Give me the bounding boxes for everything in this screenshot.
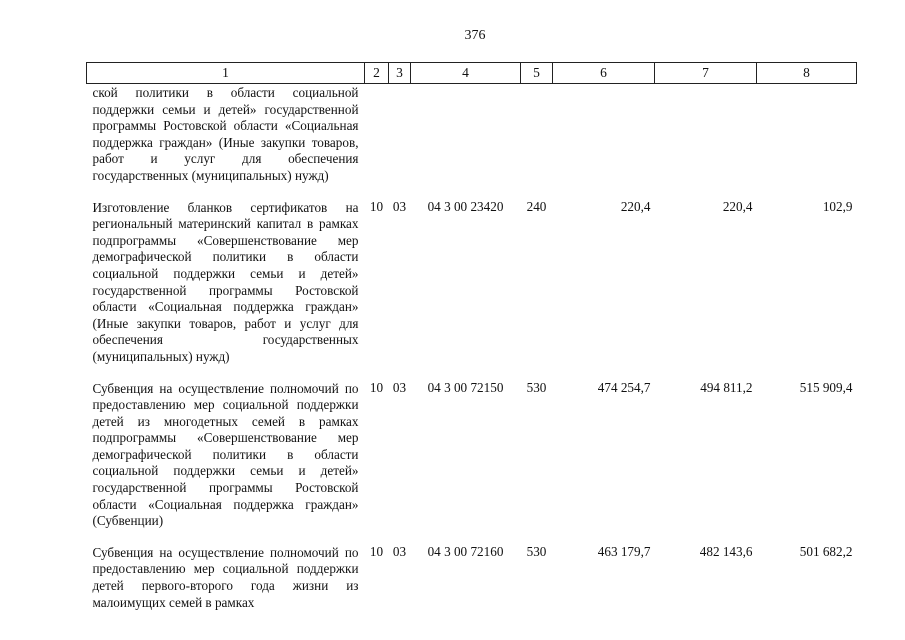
row-amount-year1: 220,4 [620,198,651,214]
row-amount-year3: 501 682,2 [799,543,853,559]
row-description: Субвенция на осуществление полномочий по предоставлению мер социальной поддержки детей первого-второго года жизни из малоимущих семей в рамках [92,544,359,610]
row-description: ской политики в области социальной поддержки семьи и детей» государственной программы Ростовской области «Социальная поддержка граждан» (Иные закупки товаров, работ и услуг для обеспечения государственных (муниципальных) нужд) [92,85,359,183]
table-row [87,199,857,380]
row-amount-year1 [553,84,655,199]
row-section: 10 [369,379,384,395]
row-amount-year3: 102,9 [822,198,853,214]
column-header-4: 4 [411,63,521,84]
column-header-8: 8 [757,63,857,84]
row-target-article: 04 3 00 72150 [427,379,504,395]
row-expense-type: 530 [526,379,547,395]
row-amount-year3: 515 909,4 [799,379,853,395]
table-row [87,544,857,625]
table-row [87,380,857,544]
row-amount-year2: 220,4 [722,198,753,214]
row-description: Изготовление бланков сертификатов на региональный материнский капитал в рамках подпрограммы «Совершенствование мер демографической политики в области социальной поддержки семьи и детей» государственной программы Ростовской области «Социальная поддержка граждан» (Иные закупки товаров, работ и услуг для обеспечения государственных (муниципальных) нужд) [92,199,359,364]
row-subsection [389,84,411,199]
column-header-7: 7 [655,63,757,84]
column-header-6: 6 [553,63,655,84]
table-row [87,84,857,199]
column-header-3: 3 [389,63,411,84]
row-expense-type [521,84,553,199]
budget-table [86,62,857,625]
column-header-1: 1 [87,63,365,84]
row-expense-type: 530 [526,543,547,559]
row-expense-type: 240 [526,198,547,214]
row-amount-year2: 494 811,2 [700,379,753,395]
row-amount-year2: 482 143,6 [699,543,753,559]
header-row [87,63,857,84]
row-amount-year2 [655,84,757,199]
row-target-article: 04 3 00 23420 [427,198,504,214]
row-amount-year1: 463 179,7 [597,543,651,559]
row-target-article: 04 3 00 72160 [427,543,504,559]
row-section [365,84,389,199]
column-header-5: 5 [521,63,553,84]
row-amount-year3 [757,84,857,199]
row-section: 10 [369,198,384,214]
column-header-2: 2 [365,63,389,84]
row-target-article [411,84,521,199]
row-subsection: 03 [392,198,407,214]
row-subsection: 03 [392,379,407,395]
row-section: 10 [369,543,384,559]
row-subsection: 03 [392,543,407,559]
row-description: Субвенция на осуществление полномочий по предоставлению мер социальной поддержки детей из многодетных семей в рамках подпрограммы «Совершенствование мер демографической политики в области социальной поддержки семьи и детей» государственной программы Ростовской области «Социальная поддержка граждан» (Субвенции) [92,380,359,529]
row-amount-year1: 474 254,7 [597,379,651,395]
page-number: 376 [464,28,486,43]
